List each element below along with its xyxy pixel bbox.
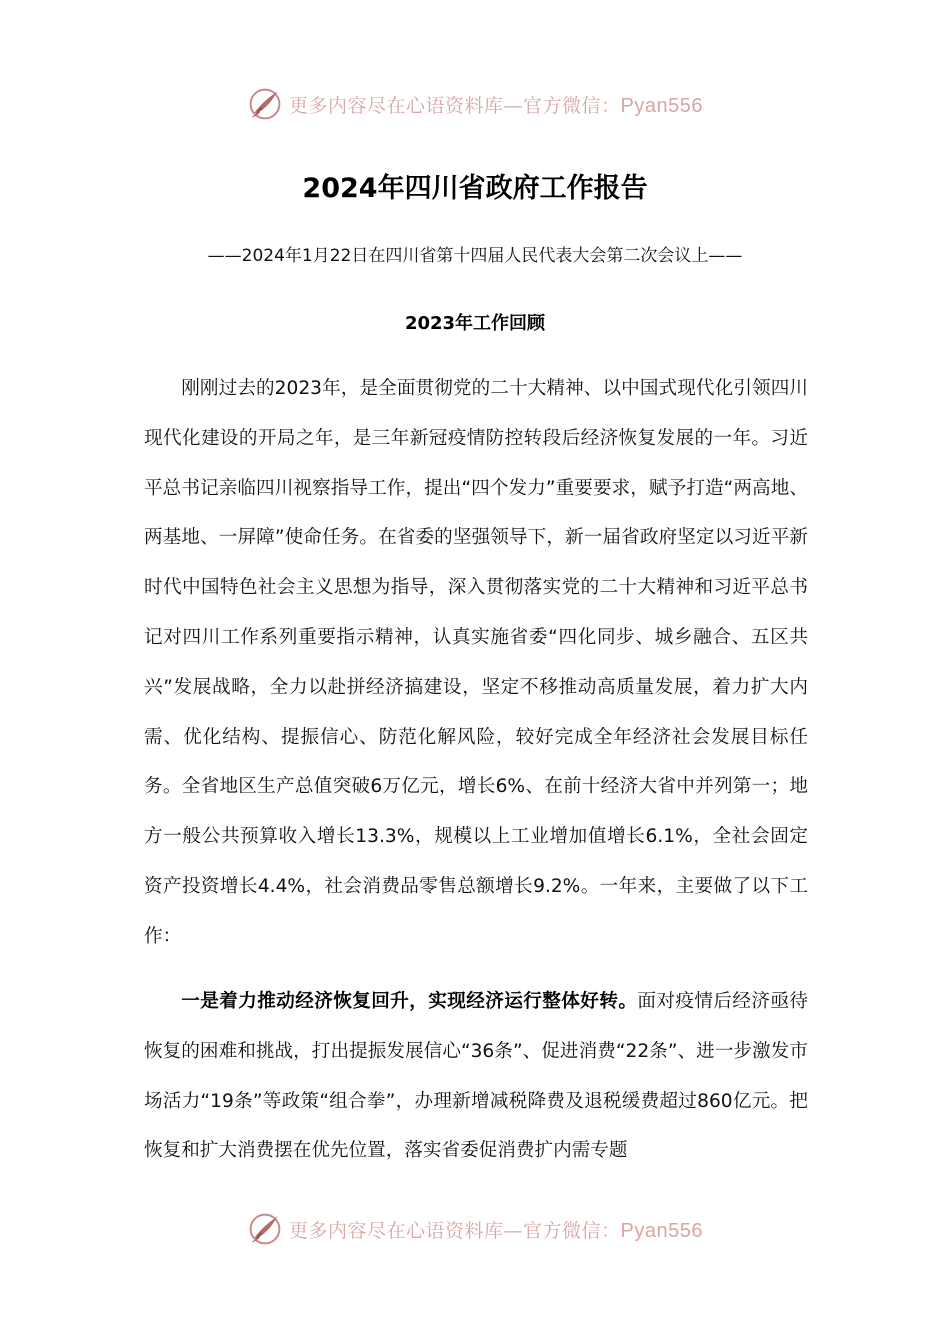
watermark-text: 更多内容尽在心语资料库—官方微信：Pyan556 bbox=[289, 94, 703, 117]
quill-pen-logo-icon bbox=[247, 1211, 283, 1247]
watermark-wechat-id: Pyan556 bbox=[620, 94, 703, 117]
watermark-text: 更多内容尽在心语资料库—官方微信：Pyan556 bbox=[289, 1219, 703, 1242]
section-heading: 2023年工作回顾 bbox=[404, 313, 546, 334]
footer-watermark bbox=[0, 1207, 950, 1251]
document-subtitle: ——2024年1月22日在四川省第十四届人民代表大会第二次会议上—— bbox=[207, 246, 743, 266]
paragraph-first-point bbox=[144, 977, 808, 1176]
header-watermark bbox=[0, 82, 950, 126]
paragraph-lead-sentence: 一是着力推动经济恢复回升，实现经济运行整体好转。 bbox=[181, 991, 638, 1012]
watermark-wechat-id: Pyan556 bbox=[620, 1219, 703, 1242]
paragraph-intro: 刚刚过去的2023年，是全面贯彻党的二十大精神、以中国式现代化引领四川现代化建设的开局之年，是三年新冠疫情防控转段后经济恢复发展的一年。习近平总书记亲临四川视察指导工作，提出“四个发力”重要要求，赋予打造“两高地、两基地、一屏障”使命任务。在省委的坚强领导下，新一届省政府坚定以习近平新时代中国特色社会主义思想为指导，深入贯彻落实党的二十大精神和习近平总书记对四川工作系列重要指示精神，认真实施省委“四化同步、城乡融合、五区共兴”发展战略，全力以赴拼经济搞建设，坚定不移推动高质量发展，着力扩大内需、优化结构、提振信心、防范化解风险，较好完成全年经济社会发展目标任务。全省地区生产总值突破6万亿元，增长6%、在前十经济大省中并列第一；地方一般公共预算收入增长13.3%，规模以上工业增加值增长6.1%，全社会固定资产投资增长4.4%，社会消费品零售总额增长9.2%。一年来，主要做了以下工作： bbox=[144, 378, 808, 947]
document-title: 2024年四川省政府工作报告 bbox=[302, 173, 648, 204]
paragraph-body-text: 面对疫情后经济亟待恢复的困难和挑战，打出提振发展信心“36条”、促进消费“22条”、进一步激发市场活力“19条”等政策“组合拳”，办理新增减税降费及退税缓费超过860亿元。把恢复和扩大消费摆在优先位置，落实省委促消费扩内需专题 bbox=[144, 991, 808, 1162]
quill-pen-logo-icon bbox=[247, 86, 283, 122]
